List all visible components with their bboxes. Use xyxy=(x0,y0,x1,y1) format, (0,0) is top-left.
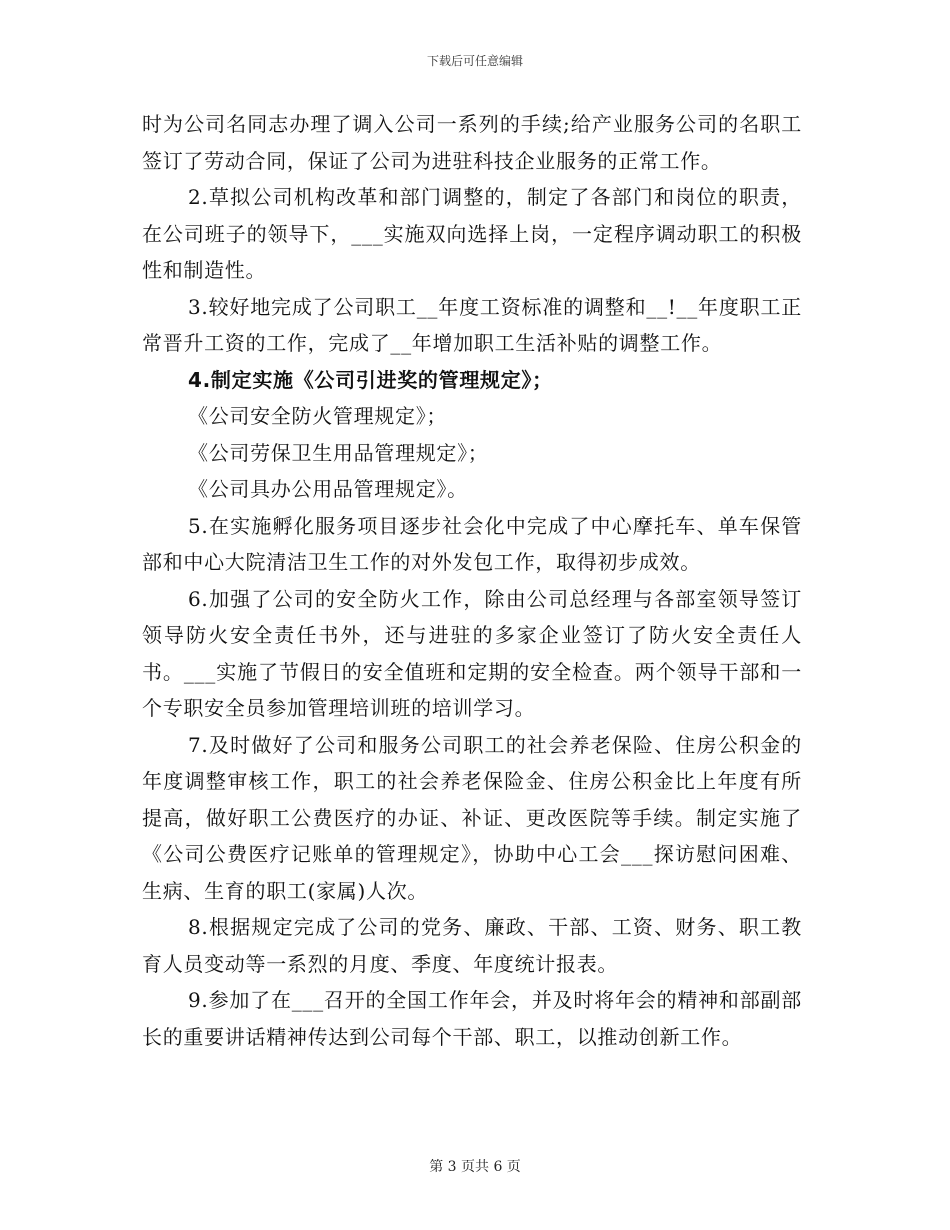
page-number: 第 3 页共 6 页 xyxy=(429,1159,521,1175)
paragraph-item-7: 7.及时做好了公司和服务公司职工的社会养老保险、住房公积金的年度调整审核工作，职工的社会养老保险金、住房公积金比上年度有所提高，做好职工公费医疗的办证、补证、更改医院等手续。制定实施了《公司公费医疗记账单的管理规定》，协助中心工会___探访慰问困难、生病、生育的职工(家属)人次。 xyxy=(142,732,802,903)
regulation-fire-safety: 《公司安全防火管理规定》； xyxy=(188,404,448,428)
paragraph-item-9: 9.参加了在___召开的全国工作年会，并及时将年会的精神和部副部长的重要讲话精神传达到公司每个干部、职工，以推动创新工作。 xyxy=(142,988,802,1049)
paragraph-item-4-heading: 4.制定实施《公司引进奖的管理规定》； xyxy=(188,367,553,392)
document-body xyxy=(142,106,802,1055)
regulation-labor-protection: 《公司劳保卫生用品管理规定》； xyxy=(188,440,489,465)
paragraph-item-2: 2.草拟公司机构改革和部门调整的，制定了各部门和岗位的职责，在公司班子的领导下，___实施双向选择上岗，一定程序调动职工的积极性和制造性。 xyxy=(142,185,802,282)
paragraph-item-8: 8.根据规定完成了公司的党务、廉政、干部、工资、财务、职工教育人员变动等一系烈的月度、季度、年度统计报表。 xyxy=(142,915,802,976)
paragraph-item-5: 5.在实施孵化服务项目逐步社会化中完成了中心摩托车、单车保管部和中心大院清洁卫生工作的对外发包工作，取得初步成效。 xyxy=(142,513,802,574)
page-header: 下载后可任意编辑 xyxy=(426,54,523,68)
paragraph-item-6: 6.加强了公司的安全防火工作，除由公司总经理与各部室领导签订领导防火安全责任书外，还与进驻的多家企业签订了防火安全责任人书。___实施了节假日的安全值班和定期的安全检查。两个领导干部和一个专职安全员参加管理培训班的培训学习。 xyxy=(142,586,802,720)
paragraph-item-3: 3.较好地完成了公司职工__年度工资标准的调整和__!__年度职工正常晋升工资的工作，完成了__年增加职工生活补贴的调整工作。 xyxy=(142,294,802,355)
regulation-office-supplies: 《公司具办公用品管理规定》。 xyxy=(188,477,468,501)
paragraph-continued: 时为公司名同志办理了调入公司一系列的手续;给产业服务公司的名职工签订了劳动合同，保证了公司为进驻科技企业服务的正常工作。 xyxy=(142,112,802,173)
